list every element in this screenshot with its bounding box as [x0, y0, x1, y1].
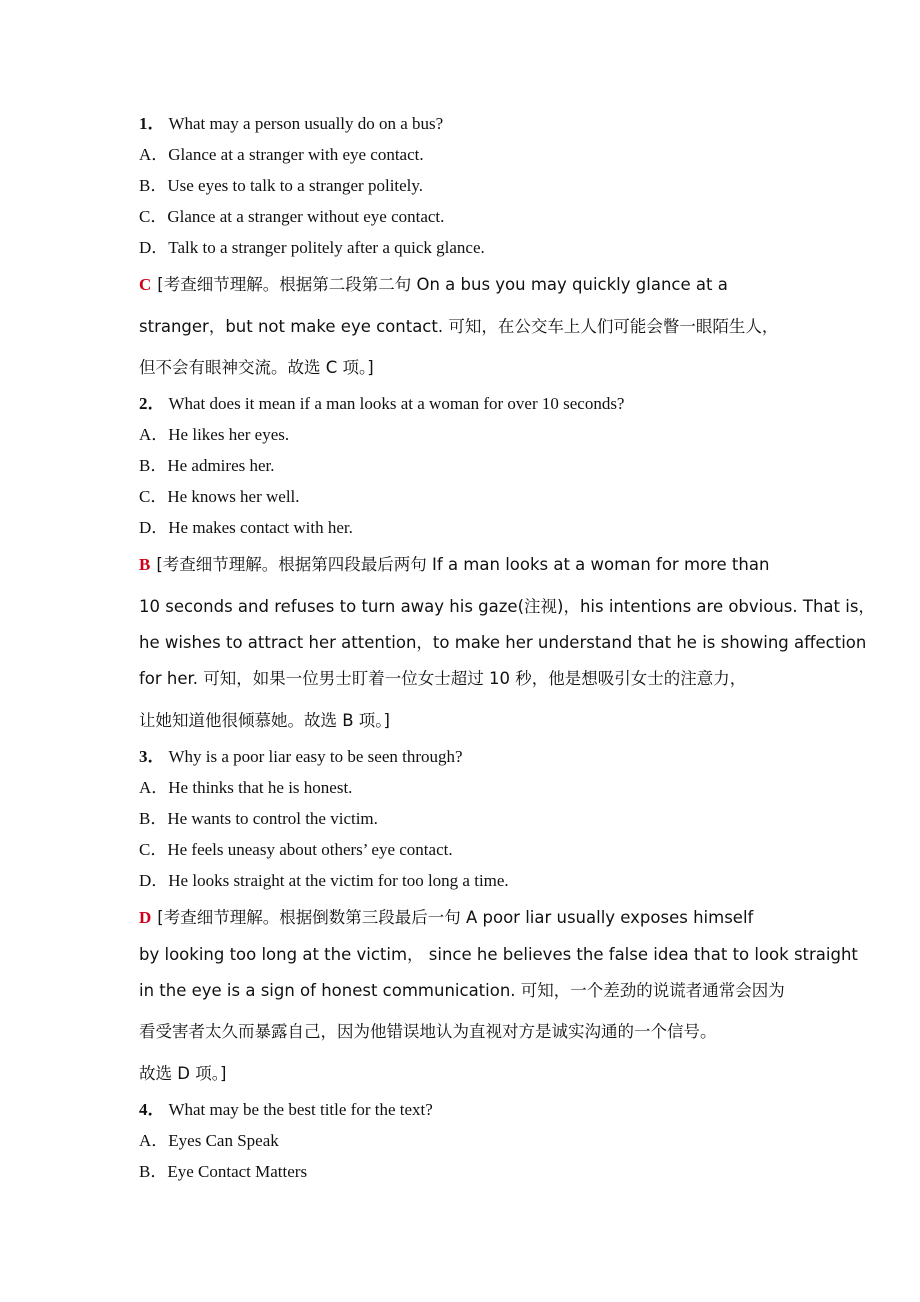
- question-1-stem: 1． What may a person usually do on a bus?: [139, 114, 444, 133]
- question-2-option-b: B．He admires her.: [139, 456, 275, 475]
- question-3-option-d: D．He looks straight at the victim for too long a time.: [139, 871, 509, 890]
- question-text: What does it mean if a man looks at a woman for over 10 seconds?: [168, 394, 625, 413]
- question-3-explanation-line: 故选 D 项。]: [139, 1064, 227, 1083]
- question-1-option-a: A．Glance at a stranger with eye contact.: [139, 145, 424, 164]
- question-3-explanation-line: by looking too long at the victim， since he believes the false idea that to look straight: [139, 945, 858, 964]
- question-number: 4: [139, 1100, 148, 1119]
- question-2-explanation-line: for her. 可知，如果一位男士盯着一位女士超过 10 秒，他是想吸引女士的注意力，: [139, 669, 747, 688]
- question-2-option-c: C．He knows her well.: [139, 487, 300, 506]
- question-4-stem: 4． What may be the best title for the text?: [139, 1100, 433, 1119]
- question-text: What may be the best title for the text?: [168, 1100, 433, 1119]
- question-3-explanation-line: D [考查细节理解。根据倒数第三段最后一句 A poor liar usually exposes himself: [139, 908, 754, 927]
- question-1-option-c: C．Glance at a stranger without eye contact.: [139, 207, 445, 226]
- question-1-option-b: B．Use eyes to talk to a stranger politely.: [139, 176, 424, 195]
- question-3-option-b: B．He wants to control the victim.: [139, 809, 378, 828]
- question-3-stem: 3． Why is a poor liar easy to be seen through?: [139, 747, 463, 766]
- question-2-stem: 2． What does it mean if a man looks at a woman for over 10 seconds?: [139, 394, 625, 413]
- question-number: 2: [139, 394, 148, 413]
- question-2-option-d: D．He makes contact with her.: [139, 518, 353, 537]
- question-number: 3: [139, 747, 148, 766]
- question-1-option-d: D．Talk to a stranger politely after a quick glance.: [139, 238, 485, 257]
- question-text: What may a person usually do on a bus?: [168, 114, 444, 133]
- question-4-option-a: A．Eyes Can Speak: [139, 1131, 279, 1150]
- question-number: 1: [139, 114, 148, 133]
- question-2-explanation-line: he wishes to attract her attention，to make her understand that he is showing affection: [139, 633, 867, 652]
- question-3-option-a: A．He thinks that he is honest.: [139, 778, 353, 797]
- question-3-explanation-line: 看受害者太久而暴露自己，因为他错误地认为直视对方是诚实沟通的一个信号。: [139, 1022, 717, 1041]
- answer-letter: D: [139, 908, 152, 927]
- question-3-explanation-line: in the eye is a sign of honest communication. 可知，一个差劲的说谎者通常会因为: [139, 981, 785, 1000]
- question-1-explanation-line: stranger，but not make eye contact. 可知，在公交车上人们可能会瞥一眼陌生人，: [139, 317, 779, 336]
- question-1-explanation-line: 但不会有眼神交流。故选 C 项。]: [139, 358, 374, 377]
- question-1-explanation-line: C [考查细节理解。根据第二段第二句 On a bus you may quickly glance at a: [139, 275, 728, 294]
- question-2-explanation-line: B [考查细节理解。根据第四段最后两句 If a man looks at a woman for more than: [139, 555, 770, 574]
- answer-letter: B: [139, 555, 151, 574]
- question-3-option-c: C．He feels uneasy about others’ eye contact.: [139, 840, 453, 859]
- answer-letter: C: [139, 275, 152, 294]
- question-text: Why is a poor liar easy to be seen through?: [168, 747, 463, 766]
- question-4-option-b: B．Eye Contact Matters: [139, 1162, 308, 1181]
- question-2-explanation-line: 10 seconds and refuses to turn away his gaze(注视)，his intentions are obvious. That is，: [139, 597, 875, 616]
- question-2-explanation-line: 让她知道他很倾慕她。故选 B 项。]: [139, 711, 390, 730]
- question-2-option-a: A．He likes her eyes.: [139, 425, 290, 444]
